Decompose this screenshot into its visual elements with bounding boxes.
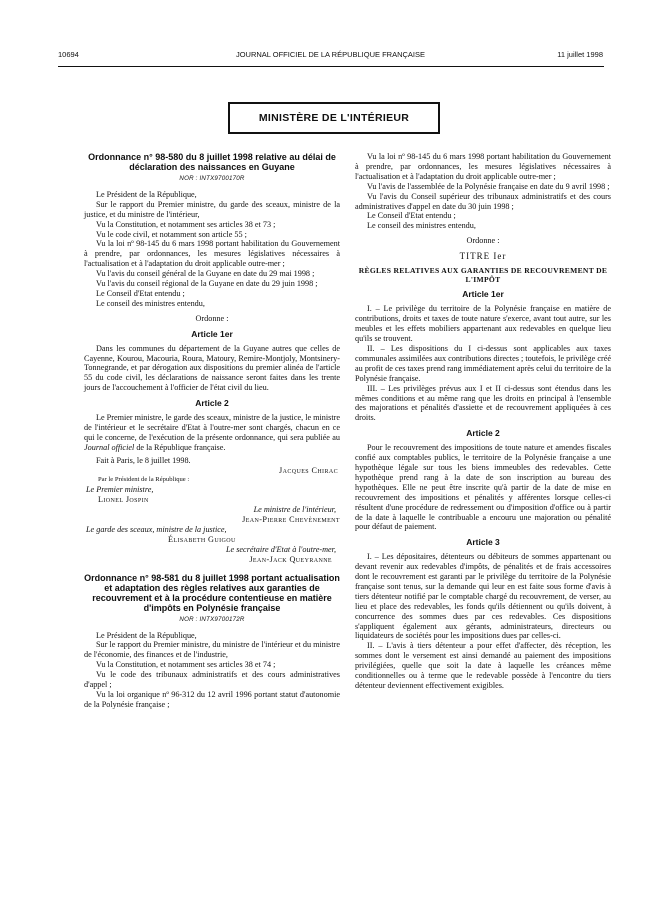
outremer-role: Le secrétaire d'Etat à l'outre-mer,: [226, 544, 336, 554]
justice-name: Élisabeth Guigou: [168, 534, 236, 544]
ordinance-1-nor: NOR : INTX9700170R: [179, 175, 245, 182]
signing-place-date: Fait à Paris, le 8 juillet 1998.: [96, 455, 191, 465]
visa: Vu le code civil, et notamment son article 55 ;: [96, 229, 247, 239]
article-heading: Article 1er: [191, 328, 233, 339]
visa: Vu la loi nº 98-145 du 6 mars 1998 portant habilitation du Gouvernement à prendre, par ordonnances, les mesures législatives nécessaires à l'actualisation et à l'adaptation du droit applicable outre-mer ;: [84, 239, 340, 269]
article-paragraph: III. – Les privilèges prévus aux I et II ci-dessus sont étendus dans les mêmes conditions et au même rang que les droits en principal à l'ensemble des majorations et pénalités d'assiette et de recouvrement appliquées à ces droits.: [355, 383, 611, 423]
visa: Vu l'avis de l'assemblée de la Polynésie française en date du 9 avril 1998 ;: [367, 181, 610, 191]
ordinance-1-title: Ordonnance n° 98-580 du 8 juillet 1998 relative au délai de déclaration des naissances en Guyane: [88, 152, 336, 172]
titre-heading: TITRE Ier: [459, 251, 507, 262]
pm-role: Le Premier ministre,: [86, 485, 154, 495]
header-rule: [58, 66, 604, 67]
left-column: [84, 152, 340, 710]
titre-subheading: RÈGLES RELATIVES AUX GARANTIES DE RECOUVREMENT DE L'IMPÔT: [358, 266, 608, 285]
visa: Le Président de la République,: [96, 189, 197, 199]
article-heading: Article 2: [195, 398, 229, 409]
journal-title: JOURNAL OFFICIEL DE LA RÉPUBLIQUE FRANÇAISE: [235, 50, 426, 59]
visa: Vu la Constitution, et notamment ses articles 38 et 74 ;: [96, 660, 276, 670]
visa: Vu l'avis du Conseil supérieur des tribunaux administratifs et des cours administratives d'appel en date du 30 juin 1998 ;: [355, 191, 611, 211]
visa: Le conseil des ministres entendu,: [367, 221, 476, 231]
visa: Le Président de la République,: [96, 630, 197, 640]
by-president-label: Par le Président de la République :: [98, 476, 190, 484]
ordonne-label: Ordonne :: [195, 313, 229, 323]
ordinance-2-nor: NOR : INTX9700172R: [179, 615, 245, 623]
interior-role: Le ministre de l'intérieur,: [253, 505, 336, 515]
visa: Vu la Constitution, et notamment ses articles 38 et 73 ;: [96, 219, 276, 229]
president-signature: Jacques Chirac: [279, 465, 338, 475]
outremer-name: Jean-Jack Queyranne: [249, 554, 332, 564]
visa: Vu l'avis du conseil général de la Guyane en date du 29 mai 1998 ;: [96, 269, 315, 279]
visa: Le conseil des ministres entendu,: [96, 298, 205, 308]
ordonne-label: Ordonne :: [466, 236, 500, 246]
page-header: [58, 50, 603, 64]
article-heading: Article 3: [466, 537, 500, 548]
ordinance-2-title: Ordonnance n° 98-581 du 8 juillet 1998 portant actualisation et adaptation des règles relatives aux garanties de recouvrement et à la procédure contentieuse en matière d'impôts en Polynésie française: [84, 572, 340, 613]
justice-role: Le garde des sceaux, ministre de la justice,: [86, 525, 227, 534]
visa: Vu la loi organique nº 96-312 du 12 avril 1996 portant statut d'autonomie de la Polynésie française ;: [84, 689, 340, 709]
interior-name: Jean-Pierre Chevènement: [242, 515, 340, 525]
pm-name: Lionel Jospin: [98, 495, 149, 505]
article-heading: Article 1er: [462, 289, 504, 300]
right-column: [355, 152, 611, 691]
ministry-banner: MINISTÈRE DE L'INTÉRIEUR: [228, 102, 440, 134]
visa: Le Conseil d'Etat entendu ;: [96, 288, 185, 298]
visa: Sur le rapport du Premier ministre, du garde des sceaux, ministre de la justice, et du ministre de l'intérieur,: [84, 199, 340, 219]
visa: Sur le rapport du Premier ministre, du ministre de l'intérieur et du ministre de l'économie, des finances et de l'industrie,: [84, 640, 340, 660]
article-text: Dans les communes du département de la Guyane autres que celles de Cayenne, Kourou, Macouria, Roura, Matoury, Remire-Montjoly, Montsinery-Tonnegrande, et par dérogation aux dispositions du premier alinéa de l'article 55 du code civil, les déclarations de naissance seront faites dans les trente jours de l'accouchement à l'officier de l'état civil du lieu.: [84, 343, 340, 393]
article-paragraph: I. – Le privilège du territoire de la Polynésie française en matière de contributions, droits et taxes de toute nature s'exerce, avant tout autre, sur les meubles et les effets mobiliers appartenant aux redevables en quelque lieu qu'ils se trouvent.: [355, 304, 611, 344]
article-paragraph: II. – L'avis à tiers détenteur a pour effet d'affecter, dès réception, les sommes dont le versement est ainsi demandé au paiement des impositions privilégiées, quelle que soit la date à laquelle les créances même conditionnelles ou à terme que le redevable possède à l'encontre du tiers détenteur deviennent effectivement exigibles.: [355, 641, 611, 690]
visa: Le Conseil d'Etat entendu ;: [367, 211, 456, 221]
article-paragraph: I. – Les dépositaires, détenteurs ou débiteurs de sommes appartenant ou devant revenir aux redevables d'impôts, de pénalités et de frais accessoires dont le recouvrement est garanti par le privilège du territoire de la Polynésie française sont tenus, sur la demande qui leur en est faite sous forme d'avis à tiers détenteur notifié par le comptable chargé du recouvrement, de verser, au lieu et place des redevables, les fonds qu'ils détiennent ou qu'ils doivent, à concurrence des sommes dues par ces redevables. Ces dispositions s'appliquent également aux gérants, administrateurs, directeurs ou liquidateurs de sociétés pour les impositions dues par celles-ci.: [355, 552, 611, 641]
visa: Vu le code des tribunaux administratifs et des cours administratives d'appel ;: [84, 670, 340, 690]
visa: Vu l'avis du conseil régional de la Guyane en date du 29 juin 1998 ;: [96, 279, 318, 289]
issue-date: 11 juillet 1998: [557, 50, 603, 59]
visa: Vu la loi nº 98-145 du 6 mars 1998 portant habilitation du Gouvernement à prendre, par ordonnances, les mesures législatives nécessaires à l'actualisation et à l'adaptation du droit applicable outre-mer ;: [355, 152, 611, 181]
article-heading: Article 2: [466, 428, 500, 439]
article-text: Le Premier ministre, le garde des sceaux, ministre de la justice, le ministre de l'intérieur et le secrétaire d'Etat à l'outre-mer sont chargés, chacun en ce qui le concerne, de l'exécution de la présente ordonnance, qui sera publiée au Journal officiel de la République française.: [84, 413, 340, 452]
article-paragraph: II. – Les dispositions du I ci-dessus sont applicables aux taxes communales assimilées aux contributions directes ; toutefois, le privilège créé au profit de ces taxes prend rang immédiatement après celui du territoire de la Polynésie française.: [355, 344, 611, 383]
page-number: 10694: [58, 50, 79, 59]
article-text: Pour le recouvrement des impositions de toute nature et amendes fiscales confié aux comptables publics, le territoire de la Polynésie française a une hypothèque légale sur tous les biens immeubles des redevables. Cette hypothèque prend rang à la date de son inscription au bureau des hypothèques. Elle ne peut être inscrite qu'à partir de la date de mise en recouvrement des impositions et pénalités y afférentes lorsque celles-ci résultent d'une procédure de redressement ou d'imposition d'office ou à partir de la date à laquelle le contribuable a encouru une majoration ou pénalité pour défaut de paiement.: [355, 443, 611, 532]
